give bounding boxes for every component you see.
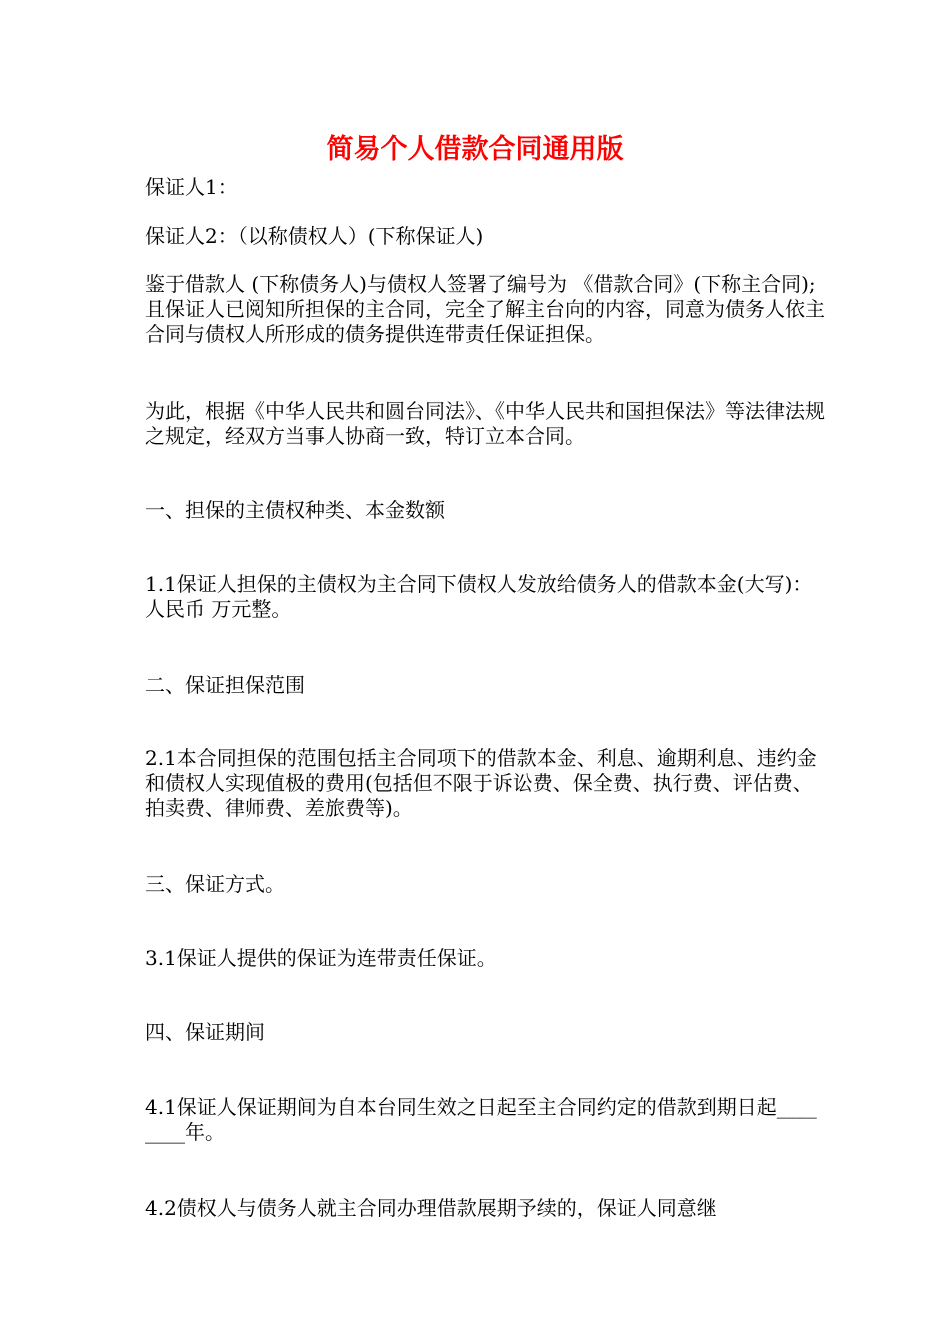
legal-basis-paragraph: 为此，根据《中华人民共和圆台同法》、《中华人民共和国担保法》等法律法规之规定，经双方当事人协商一致，特订立本合同。 [145,399,825,448]
preamble-paragraph: 鉴于借款人 (下称债务人)与债权人签署了编号为 《借款合同》(下称主合同);且保证人已阅知所担保的主合同，完全了解主台向的内容，同意为债务人依主合同与债权人所形成的债务提供连带责任保证担保。 [145,272,825,346]
clause-3-1: 3.1保证人提供的保证为连带责任保证。 [145,946,497,970]
section-1-heading: 一、担保的主债权种类、本金数额 [145,498,445,522]
section-3-heading: 三、保证方式。 [145,872,285,896]
clause-2-1: 2.1本合同担保的范围包括主合同项下的借款本金、利息、逾期利息、违约金和债权人实现值极的费用(包括但不限于诉讼费、保全费、执行费、评估费、拍卖费、律师费、差旅费等)。 [145,746,817,820]
guarantor-2-line: 保证人2：（以称债权人）(下称保证人) [145,224,484,248]
guarantor-1-line: 保证人1： [145,175,238,199]
clause-1-1: 1.1保证人担保的主债权为主合同下债权人发放给债务人的借款本金(大写)：人民币 万元整。 [145,572,813,621]
section-4-heading: 四、保证期间 [145,1020,265,1044]
clause-4-1: 4.1保证人保证期间为自本台同生效之日起至主合同约定的借款到期日起________年。 [145,1095,817,1144]
clause-4-2: 4.2债权人与债务人就主合同办理借款展期予续的，保证人同意继 [145,1196,717,1220]
section-2-heading: 二、保证担保范围 [145,673,305,697]
document-title: 简易个人借款合同通用版 [326,134,624,165]
